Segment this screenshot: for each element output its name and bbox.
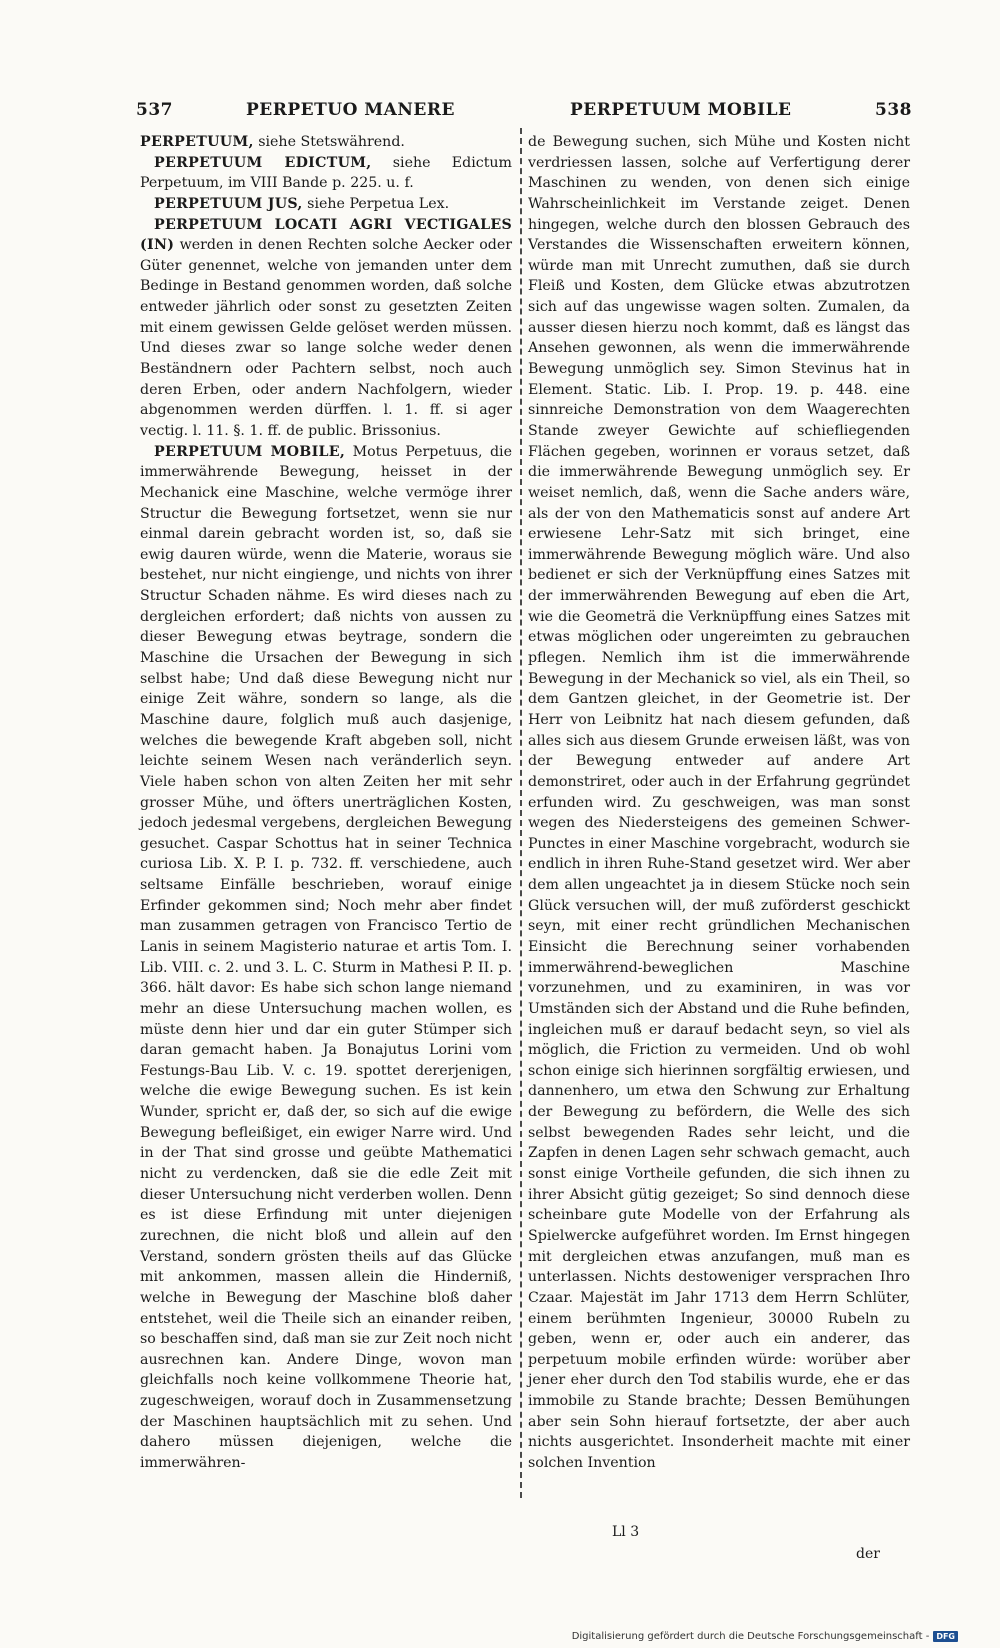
entry-text: siehe Edictum Perpetuum, im VIII Bande p. 225. u. f. bbox=[140, 154, 512, 192]
entry-headword: PERPETUUM EDICTUM, bbox=[154, 154, 372, 171]
running-title-right: PERPETUUM MOBILE bbox=[570, 100, 792, 120]
entry bbox=[140, 132, 512, 153]
catchword: der bbox=[856, 1546, 880, 1562]
entry-headword: PERPETUUM JUS, bbox=[154, 195, 303, 212]
entry bbox=[140, 194, 512, 215]
entry-text: Motus Perpetuus, die immerwährende Bewegung, heisset in der Mechanick eine Maschine, welche vermöge ihrer Structur die Bewegung fortsetzet, wenn sie nur einmal darein gebracht worden ist, so, daß sie ewig dauren würde, wenn die Materie, woraus sie bestehet, nur nicht eingienge, und nichts von ihrer Structur Schaden nähme. Es wird dieses nach zu dergleichen erfordert; daß nichts von aussen zu dieser Bewegung etwas beytrage, sondern die Maschine die Ursachen der Bewegung in sich selbst habe; Und daß diese Bewegung nicht nur einige Zeit währe, sondern so lange, als die Maschine daure, folglich muß auch dasjenige, welches die bewegende Kraft abgeben soll, nicht leichte seinem Wesen nach veränderlich seyn. Viele haben schon von alten Zeiten her mit sehr grosser Mühe, und öfters unerträglichen Kosten, jedoch jedesmal vergebens, dergleichen Bewegung gesuchet. Caspar Schottus hat in seiner Technica curiosa Lib. X. P. I. p. 732. ff. verschiedene, auch seltsame Einfälle beschrieben, worauf einige Erfinder gekommen sind; Noch mehr aber findet man zusammen getragen von Francisco Tertio de Lanis in seinem Magisterio naturae et artis Tom. I. Lib. VIII. c. 2. und 3. L. C. Sturm in Mathesi P. II. p. 366. hält davor: Es habe sich schon lange niemand mehr an diese Untersuchung machen wollen, es müste denn hier und dar ein guter Stümper sich daran gemacht haben. Ja Bonajutus Lorini vom Festungs-Bau Lib. V. c. 19. spottet dererjenigen, welche die ewige Bewegung suchen. Es ist kein Wunder, spricht er, daß der, so sich auf die ewige Bewegung befleißiget, ein ewiger Narre wird. Und in der That sind grosse und geübte Mathematici nicht zu verdencken, daß sie die edle Zeit mit dieser Untersuchung nicht verderben wollen. Denn es ist diese Erfindung mit unter diejenigen zurechnen, die nicht bloß und allein auf den Verstand, sondern grösten theils auf das Glücke mit ankommen, massen allein die Hinderniß, welche in Bewegung der Maschine bloß daher entstehet, weil die Theile sich an einander reiben, so beschaffen sind, daß man sie zur Zeit noch nicht ausrechnen kan. Andere Dinge, wovon man gleichfalls noch keine vollkommene Theorie hat, zugeschweigen, worauf doch in Zusammensetzung der Maschinen hauptsächlich mit zu sehen. Und dahero müssen diejenigen, welche die immerwähren- bbox=[140, 443, 512, 1471]
entry-text: siehe Perpetua Lex. bbox=[302, 195, 450, 212]
left-column bbox=[140, 132, 512, 1474]
entry-text: werden in denen Rechten solche Aecker oder Güter genennet, welche von jemanden unter dem Bedinge in Bestand genommen worden, daß solche entweder jährlich oder sonst zu gesetzten Zeiten mit einem gewissen Gelde gelöset werden müssen. Und dieses zwar so lange solche weder denen Beständnern oder Pachtern selbst, noch auch deren Erben, oder andern Nachfolgern, wieder abgenommen werden dürffen. l. 1. ff. si ager vectig. l. 11. §. 1. ff. de public. Brissonius. bbox=[140, 237, 512, 439]
column-divider bbox=[520, 128, 522, 1498]
entry bbox=[140, 215, 512, 442]
credit-text: Digitalisierung gefördert durch die Deutsche Forschungsgemeinschaft - bbox=[571, 1631, 930, 1642]
dfg-logo-icon: DFG bbox=[933, 1631, 958, 1642]
running-title-left: PERPETUO MANERE bbox=[246, 100, 455, 120]
right-column bbox=[528, 132, 910, 1474]
entry-text: siehe Stetswährend. bbox=[253, 134, 405, 150]
digitization-credit bbox=[572, 1631, 958, 1642]
entry-headword: PERPETUUM, bbox=[140, 134, 254, 150]
entry bbox=[140, 153, 512, 194]
continued-entry-text: de Bewegung suchen, sich Mühe und Kosten nicht verdriessen lassen, solche auf Verfertigung derer Maschinen zu wenden, von denen sich einige Wahrscheinlichkeit im Verstande zeiget. Denen hingegen, welche durch den blossen Gebrauch des Verstandes die Wissenschaften erweitern können, würde man mit Unrecht zumuthen, daß sie durch Fleiß und Kosten, dem Glücke etwas abzutrotzen sich auf das ungewisse wagen solten. Zumalen, da ausser diesen hierzu noch kommt, daß es längst das Ansehen gewonnen, als wenn die immerwährende Bewegung unmöglich sey. Simon Stevinus hat in Element. Static. Lib. I. Prop. 19. p. 448. eine sinnreiche Demonstration von dem Waagerechten Stande zweyer Gewichte auf schiefliegenden Flächen gegeben, worinnen er voraus setzet, daß die immerwährende Bewegung unmöglich sey. Er weiset nemlich, daß, wenn die Sache anders wäre, als der von den Mathematicis sonst auf andere Art erwiesene Lehr-Satz mit sich bringet, eine immerwährende Bewegung möglich wäre. Und also bedienet er sich der Verknüpffung eines Satzes mit der immerwährenden Bewegung auf eben die Art, wie die Geometrä die Verknüpffung eines Satzes mit etwas möglichen oder ungereimten zu gebrauchen pflegen. Nemlich ihm ist die immerwährende Bewegung in der Mechanick so viel, als ein Theil, so dem Gantzen gleichet, in der Geometrie ist. Der Herr von Leibnitz hat nach diesem gefunden, daß alles sich aus diesem Grunde erweisen läßt, was von der Bewegung entweder auf andere Art demonstriret, oder auch in der Erfahrung gegründet erfunden wird. Zu geschweigen, was man sonst wegen des Niedersteigens des gemeinen Schwer-Punctes in einer Maschine vorgebracht, wodurch sie endlich in ihren Ruhe-Stand gesetzet wird. Wer aber dem allen ungeachtet ja in diesem Stücke noch sein Glück versuchen will, der muß zuförderst geschickt seyn, mit einer recht gründlichen Mechanischen Einsicht die Berechnung seiner vorhabenden immerwährend-beweglichen Maschine vorzunehmen, und zu examiniren, in was vor Umständen sich der Abstand und die Ruhe befinden, ingleichen muß er darauf bedacht seyn, so viel als möglich, die Friction zu vermeiden. Und ob wohl schon einige sich hierinnen sorgfältig erwiesen, und dannenhero, um etwa den Schwung zur Erhaltung der Bewegung zu befördern, die Welle des sich selbst bewegenden Rades sehr leicht, und die Zapfen in denen Lagen sehr schwach gemacht, auch sonst einige Vortheile gefunden, die sich ihnen zu ihrer Absicht gütig gezeiget; So sind dennoch diese scheinbare gute Modelle von der Erfahrung als Spielwercke aufgeführet worden. Im Ernst hingegen mit dergleichen etwas anzufangen, muß man es unterlassen. Nichts destoweniger versprachen Ihro Czaar. Majestät im Jahr 1713 dem Herrn Schlüter, einem berühmten Ingenieur, 30000 Rubeln zu geben, wenn er, oder auch ein anderer, das perpetuum mobile erfinden würde: worüber aber jener eher durch den Tod stabilis wurde, ehe er das immobile zu Stande brachte; Dessen Bemühungen aber sein Sohn hierauf fortsetzte, der aber auch nichts ausgerichtet. Insonderheit machte mit einer solchen Invention bbox=[528, 134, 910, 1471]
entry bbox=[140, 442, 512, 1474]
page-number-left: 537 bbox=[136, 100, 173, 120]
entry-headword: PERPETUUM MOBILE, bbox=[154, 443, 346, 460]
page-header bbox=[136, 96, 912, 122]
entry-headword: PERPETUUM LOCATI AGRI VECTIGALES (IN) bbox=[140, 216, 512, 254]
page-number-right: 538 bbox=[875, 100, 912, 120]
signature-mark: Ll 3 bbox=[612, 1524, 640, 1540]
